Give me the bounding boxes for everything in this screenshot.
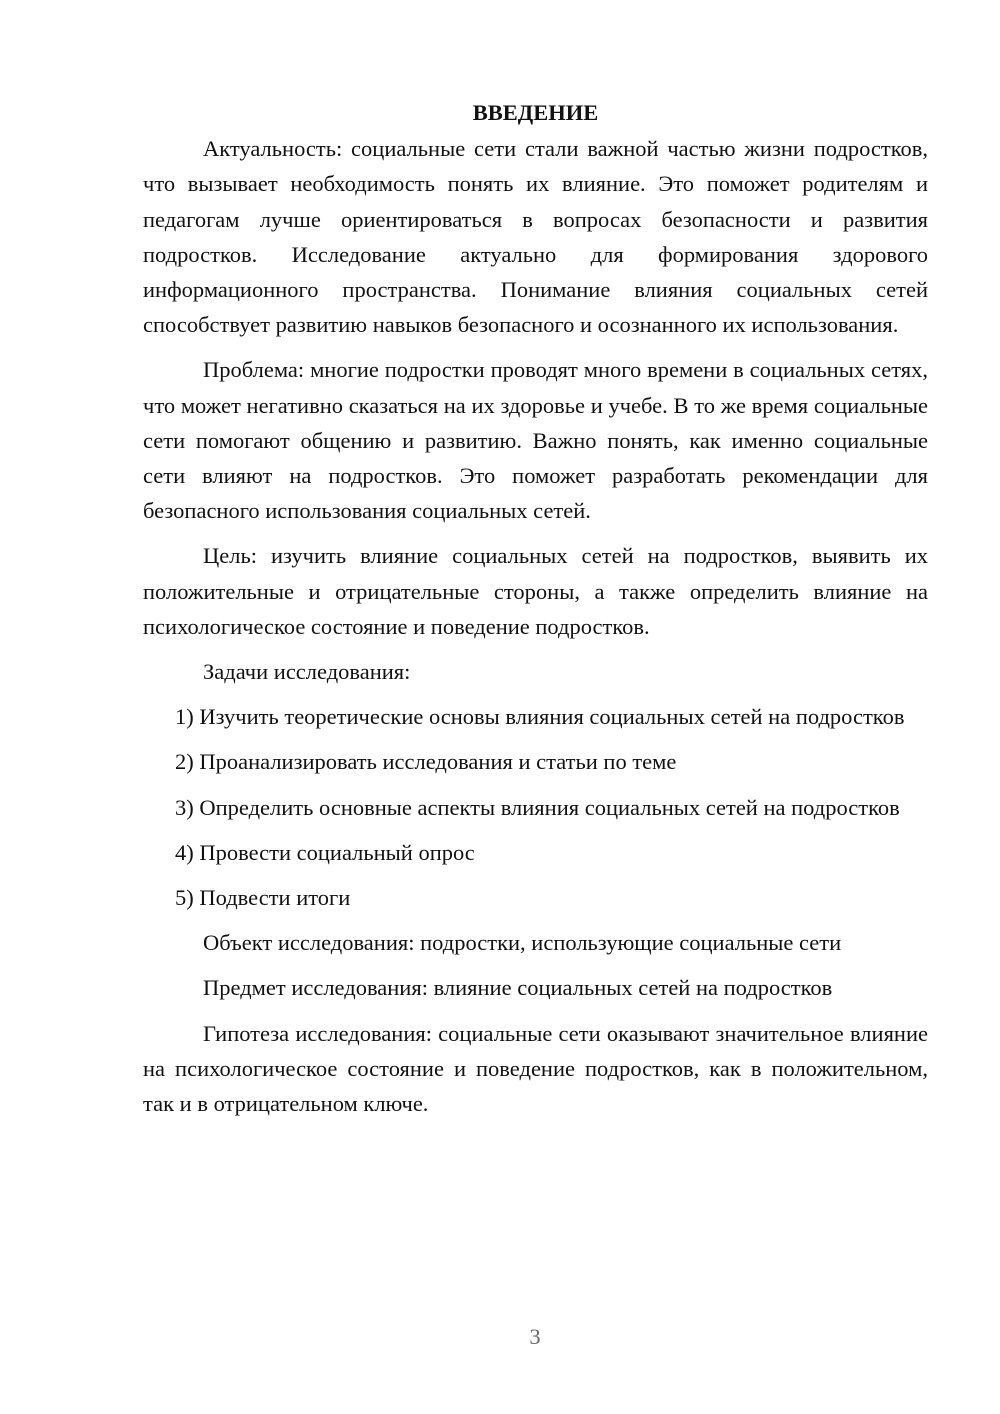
page-title: ВВЕДЕНИЕ — [472, 100, 599, 125]
page-number: 3 — [529, 1324, 541, 1349]
tasks-title: Задачи исследования: — [203, 659, 411, 685]
hypothesis-paragraph: Гипотеза исследования: социальные сети оказывают значительное влияние на психологическое состояние и поведение подростков, как в положительном, так и в отрицательном ключе. — [143, 1020, 928, 1117]
task-item-2: 2) Проанализировать исследования и статьи по теме — [175, 749, 677, 775]
task-item-3: 3) Определить основные аспекты влияния социальных сетей на подростков — [175, 794, 900, 820]
document-body — [143, 95, 928, 1121]
goal-paragraph: Цель: изучить влияние социальных сетей на подростков, выявить их положительные и отрицательные стороны, а также определить влияние на психологическое состояние и поведение подростков. — [143, 543, 928, 639]
research-subject: Предмет исследования: влияние социальных сетей на подростков — [203, 975, 833, 1001]
relevance-paragraph: Актуальность: социальные сети стали важной частью жизни подростков, что вызывает необходимость понять их влияние. Это поможет родителям и педагогам лучше ориентироваться в вопросах безопасности и развития подростков. Исследование актуально для формирования здорового информационного пространства. Понимание влияния социальных сетей способствует развитию навыков безопасного и осознанного их использования. — [143, 136, 928, 338]
task-item-4: 4) Провести социальный опрос — [175, 839, 475, 865]
task-item-1: 1) Изучить теоретические основы влияния социальных сетей на подростков — [175, 704, 905, 730]
research-object: Объект исследования: подростки, использующие социальные сети — [203, 930, 842, 956]
problem-paragraph: Проблема: многие подростки проводят много времени в социальных сетях, что может негативно сказаться на их здоровье и учебе. В то же время социальные сети помогают общению и развитию. Важно понять, как именно социальные сети влияют на подростков. Это поможет разработать рекомендации для безопасного использования социальных сетей. — [143, 357, 928, 524]
task-item-5: 5) Подвести итоги — [175, 885, 351, 911]
